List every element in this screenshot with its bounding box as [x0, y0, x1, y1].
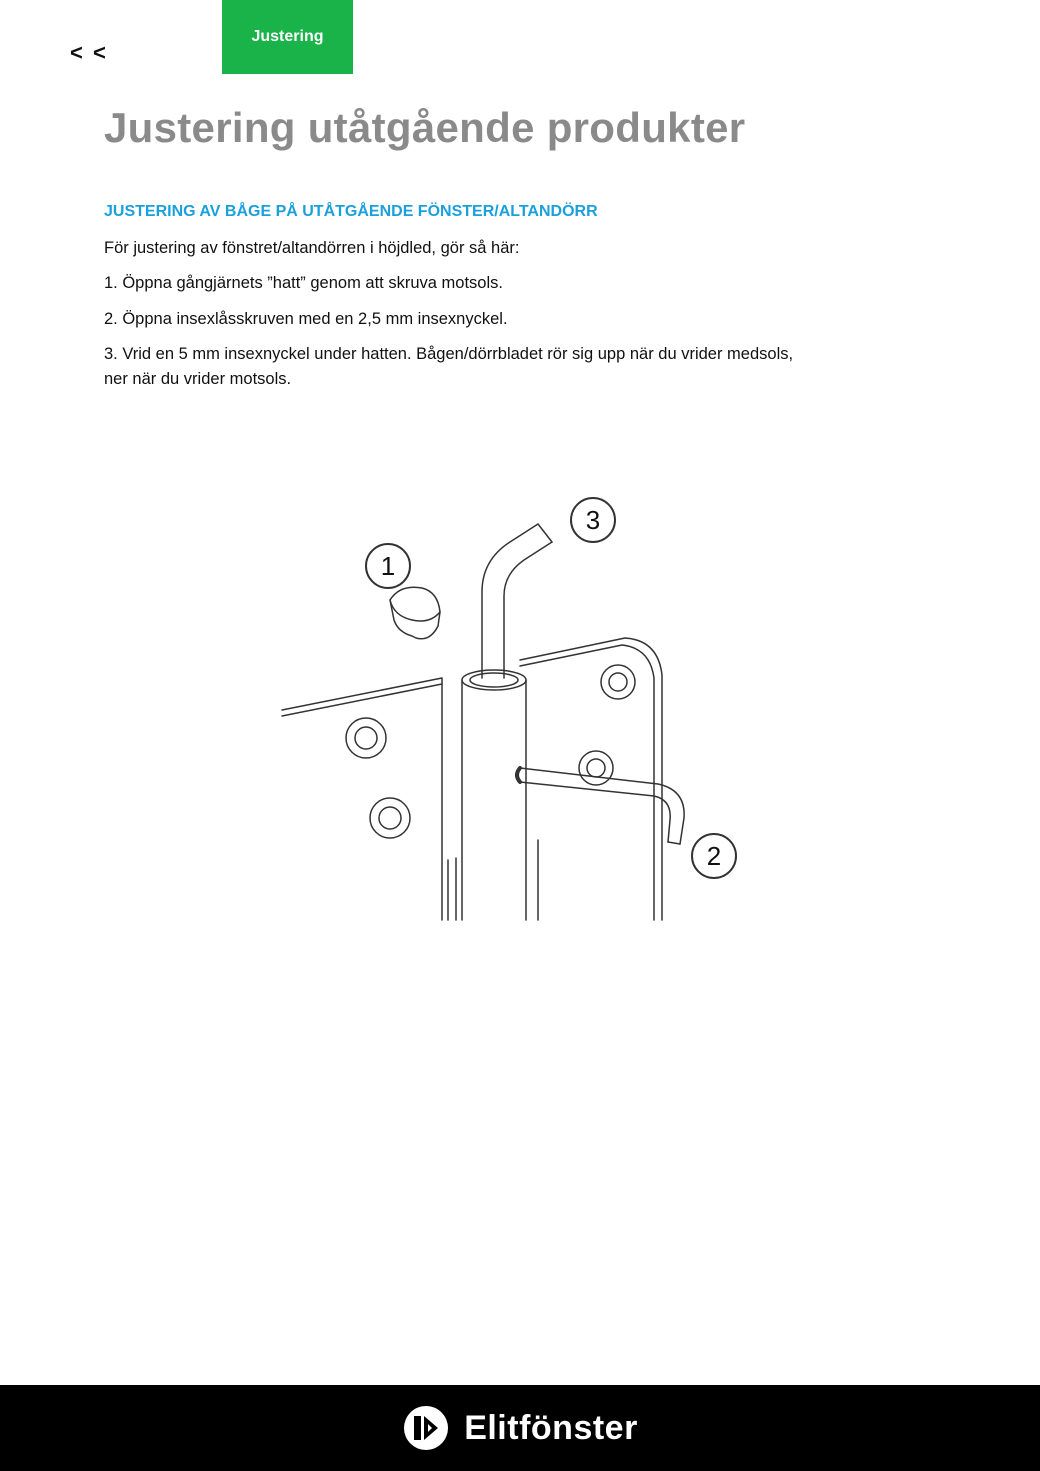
callout-3: 3 — [585, 505, 601, 535]
tab-justering[interactable] — [222, 0, 353, 74]
step-3: 3. Vrid en 5 mm insexnyckel under hatten. Bågen/dörrbladet rör sig upp när du vrider medsols, ner när du vrider motsols. — [104, 345, 794, 388]
page-title: Justering utåtgående produkter — [104, 104, 746, 151]
step-1: 1. Öppna gångjärnets ”hatt” genom att skruva motsols. — [104, 274, 503, 292]
tab-label: Justering — [251, 28, 324, 45]
elitfonster-logo-icon — [402, 1404, 450, 1452]
section-heading: JUSTERING AV BÅGE PÅ UTÅTGÅENDE FÖNSTER/ALTANDÖRR — [104, 203, 598, 220]
hinge-adjustment-diagram — [270, 480, 750, 940]
step-2: 2. Öppna insexlåsskruven med en 2,5 mm insexnyckel. — [104, 310, 508, 328]
brand-name: Elitfönster — [464, 1408, 638, 1447]
footer — [0, 1385, 1040, 1471]
back-link[interactable]: < < — [70, 40, 108, 65]
intro-text: För justering av fönstret/altandörren i höjdled, gör så här: — [104, 239, 520, 257]
brand — [402, 1404, 638, 1452]
callout-1: 1 — [380, 551, 396, 581]
callout-2: 2 — [706, 841, 722, 871]
